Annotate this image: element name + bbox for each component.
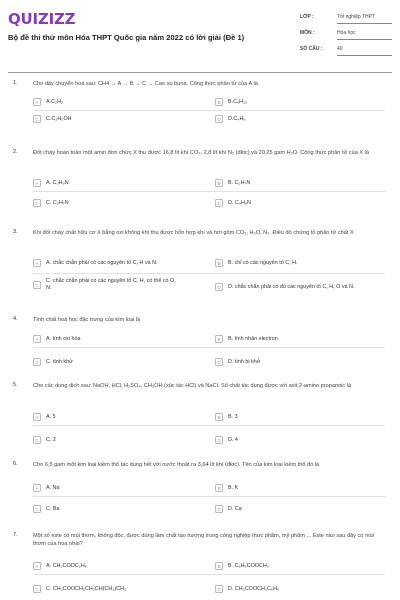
question-number: 2. bbox=[13, 149, 18, 155]
option-a[interactable] bbox=[33, 333, 80, 345]
option-letter-box: B bbox=[215, 413, 223, 421]
option-text: D. Ca bbox=[228, 505, 242, 512]
option-letter-box: D bbox=[215, 358, 223, 366]
option-letter-box: C bbox=[33, 115, 41, 123]
option-d[interactable] bbox=[215, 434, 238, 446]
option-text: A. 5 bbox=[46, 413, 56, 420]
option-letter-box: A bbox=[33, 179, 41, 187]
question-number: 1. bbox=[13, 80, 18, 86]
question-number: 7. bbox=[13, 532, 18, 538]
question-text: Đốt cháy hoàn toàn một amin đơn chức X thu được 16,8 lít khí CO₂, 2,8 lít khí N₂ (đktc) và 20,25 gam H₂O. Công thức phân tử của X là bbox=[33, 150, 370, 156]
option-letter-box: C bbox=[33, 281, 41, 289]
option-divider bbox=[33, 425, 385, 426]
option-divider bbox=[33, 347, 385, 348]
option-letter-box: D bbox=[215, 283, 223, 291]
option-text: B. K bbox=[228, 484, 239, 491]
option-a[interactable] bbox=[33, 257, 157, 269]
meta-count bbox=[300, 46, 392, 62]
question-text: Một số este có mùi thơm, không độc, được dùng làm chất tạo hương trong công nghiệp thực phẩm, mỹ phẩm ... Este nào sau đây có mùi thơm của hoa nhài? bbox=[33, 533, 374, 547]
option-text: D. tính bị khử bbox=[228, 358, 261, 365]
option-b[interactable] bbox=[215, 482, 238, 494]
worksheet-title: Bộ đề thi thử môn Hóa THPT Quốc gia năm 2022 có lời giải (Đề 1) bbox=[8, 33, 245, 42]
option-a[interactable] bbox=[33, 411, 56, 423]
option-letter-box: D bbox=[215, 505, 223, 513]
option-c[interactable] bbox=[33, 356, 73, 368]
question-text: Cho các dung dịch sau: NaOH, HCl, H₂SO₄, CH₃OH (xúc tác HCl) và NaCl. Số chất tác dụng được với axit 2-amino propanoic là bbox=[33, 383, 352, 389]
meta-subject-key: MÔN : bbox=[300, 30, 315, 36]
meta-class-key: LỚP : bbox=[300, 14, 314, 20]
question-number: 6. bbox=[13, 461, 18, 467]
option-c[interactable] bbox=[33, 113, 72, 125]
option-text: D. 4 bbox=[228, 436, 238, 443]
option-c[interactable] bbox=[33, 503, 59, 515]
option-a[interactable] bbox=[33, 560, 87, 572]
option-text: D. CH₃COOCH₂C₆H₅ bbox=[228, 585, 280, 592]
option-letter-box: D bbox=[215, 199, 223, 207]
option-letter-box: C bbox=[33, 436, 41, 444]
meta-class bbox=[300, 14, 392, 30]
option-text: B. tính nhận electron bbox=[228, 335, 278, 342]
option-letter-box: C bbox=[33, 199, 41, 207]
option-d[interactable] bbox=[215, 503, 242, 515]
option-text: A.C₂H₂ bbox=[46, 98, 64, 105]
option-text: D. C₄H₉N bbox=[228, 199, 251, 206]
option-letter-box: B bbox=[215, 484, 223, 492]
option-text: D.C₄H₆ bbox=[228, 115, 246, 122]
option-d[interactable] bbox=[215, 356, 260, 368]
option-text: D. chắc chắn phải có đủ các nguyên tố C, H, O và N. bbox=[228, 283, 355, 290]
question-number: 5. bbox=[13, 382, 18, 388]
option-b[interactable] bbox=[215, 96, 247, 108]
option-divider bbox=[33, 191, 385, 192]
option-b[interactable] bbox=[215, 411, 238, 423]
option-text: A. C₃H₉N bbox=[46, 179, 69, 186]
option-c[interactable] bbox=[33, 277, 176, 295]
option-letter-box: D bbox=[215, 585, 223, 593]
question-number: 3. bbox=[13, 229, 18, 235]
option-letter-box: A bbox=[33, 335, 41, 343]
option-letter-box: A bbox=[33, 484, 41, 492]
meta-count-value: 40 bbox=[337, 46, 392, 56]
option-d[interactable] bbox=[215, 113, 246, 125]
option-divider bbox=[33, 496, 385, 497]
option-text: C. chắc chắn phải có các nguyên tố C, H, có thể có O, N. bbox=[46, 278, 176, 291]
option-letter-box: B bbox=[215, 179, 223, 187]
option-c[interactable] bbox=[33, 583, 126, 595]
option-text: A. tính oxi hóa bbox=[46, 335, 81, 342]
option-b[interactable] bbox=[215, 177, 250, 189]
option-letter-box: B bbox=[215, 98, 223, 106]
option-c[interactable] bbox=[33, 434, 56, 446]
option-divider bbox=[33, 574, 385, 575]
question-text: Cho 6,5 gam một kim loại kiềm thổ tác dụng hết với nước thoát ra 3,64 lít khí (đktc). Tên của kim loại kiềm thổ đó là bbox=[33, 462, 320, 468]
meta-subject-value: Hóa học bbox=[337, 30, 392, 40]
meta-count-key: SỐ CÂU : bbox=[300, 46, 323, 52]
option-b[interactable] bbox=[215, 560, 269, 572]
option-letter-box: A bbox=[33, 562, 41, 570]
option-letter-box: A bbox=[33, 98, 41, 106]
option-d[interactable] bbox=[215, 281, 354, 293]
option-text: B. 3 bbox=[228, 413, 238, 420]
option-letter-box: D bbox=[215, 115, 223, 123]
option-letter-box: B bbox=[215, 335, 223, 343]
question-number: 4. bbox=[13, 316, 18, 322]
option-letter-box: C bbox=[33, 585, 41, 593]
option-a[interactable] bbox=[33, 96, 63, 108]
question-text: Cho dãy chuyển hoá sau: CH4 → A → B → C → Cao su buna. Công thức phân tử của A là bbox=[33, 81, 258, 87]
option-letter-box: C bbox=[33, 505, 41, 513]
option-letter-box: D bbox=[215, 436, 223, 444]
quizizz-logo: QUIZIZZ bbox=[8, 10, 76, 28]
option-text: C. tính khử bbox=[46, 358, 73, 365]
option-text: A. chắc chắn phải có các nguyên tố C, H và N. bbox=[46, 259, 158, 266]
option-d[interactable] bbox=[215, 583, 279, 595]
option-letter-box: C bbox=[33, 358, 41, 366]
worksheet-header bbox=[0, 0, 400, 75]
option-letter-box: B bbox=[215, 562, 223, 570]
meta-class-value: Tốt nghiệp THPT bbox=[337, 14, 392, 24]
meta-subject bbox=[300, 30, 392, 46]
option-text: C. 2 bbox=[46, 436, 56, 443]
option-letter-box: B bbox=[215, 259, 223, 267]
option-text: A. CH₃COOC₂H₅ bbox=[46, 562, 87, 569]
question-text: Tính chất hoá học đặc trưng của kim loại là bbox=[33, 317, 141, 323]
option-text: B. chỉ có các nguyên tố C, H. bbox=[228, 259, 298, 266]
option-divider bbox=[33, 110, 385, 111]
option-c[interactable] bbox=[33, 197, 69, 209]
option-text: A. Na bbox=[46, 484, 60, 491]
option-text: B.C₄H₁₀ bbox=[228, 98, 248, 105]
option-text: C. CH₃COOCH₂CH₂CH(CH₃)CH₃ bbox=[46, 585, 127, 592]
option-text: B. C₆H₅COOCH₃ bbox=[228, 562, 269, 569]
option-letter-box: A bbox=[33, 413, 41, 421]
option-a[interactable] bbox=[33, 482, 59, 494]
option-text: C. Ba bbox=[46, 505, 60, 512]
option-letter-box: A bbox=[33, 259, 41, 267]
header-divider bbox=[8, 72, 392, 73]
option-text: C.C₂H₅OH bbox=[46, 115, 72, 122]
option-a[interactable] bbox=[33, 177, 69, 189]
question-text: Khi đốt cháy chất hữu cơ X bằng oxi không khí thu được hỗn hợp khí và hơi gồm CO₂, H₂O, N₂. Điều đó chứng tỏ phân tử chất X bbox=[33, 230, 354, 236]
option-divider bbox=[33, 273, 385, 274]
option-b[interactable] bbox=[215, 257, 298, 269]
worksheet-meta bbox=[300, 14, 392, 62]
option-d[interactable] bbox=[215, 197, 251, 209]
option-text: B. C₂H₇N bbox=[228, 179, 251, 186]
option-text: C. C₃H₇N bbox=[46, 199, 69, 206]
option-b[interactable] bbox=[215, 333, 278, 345]
